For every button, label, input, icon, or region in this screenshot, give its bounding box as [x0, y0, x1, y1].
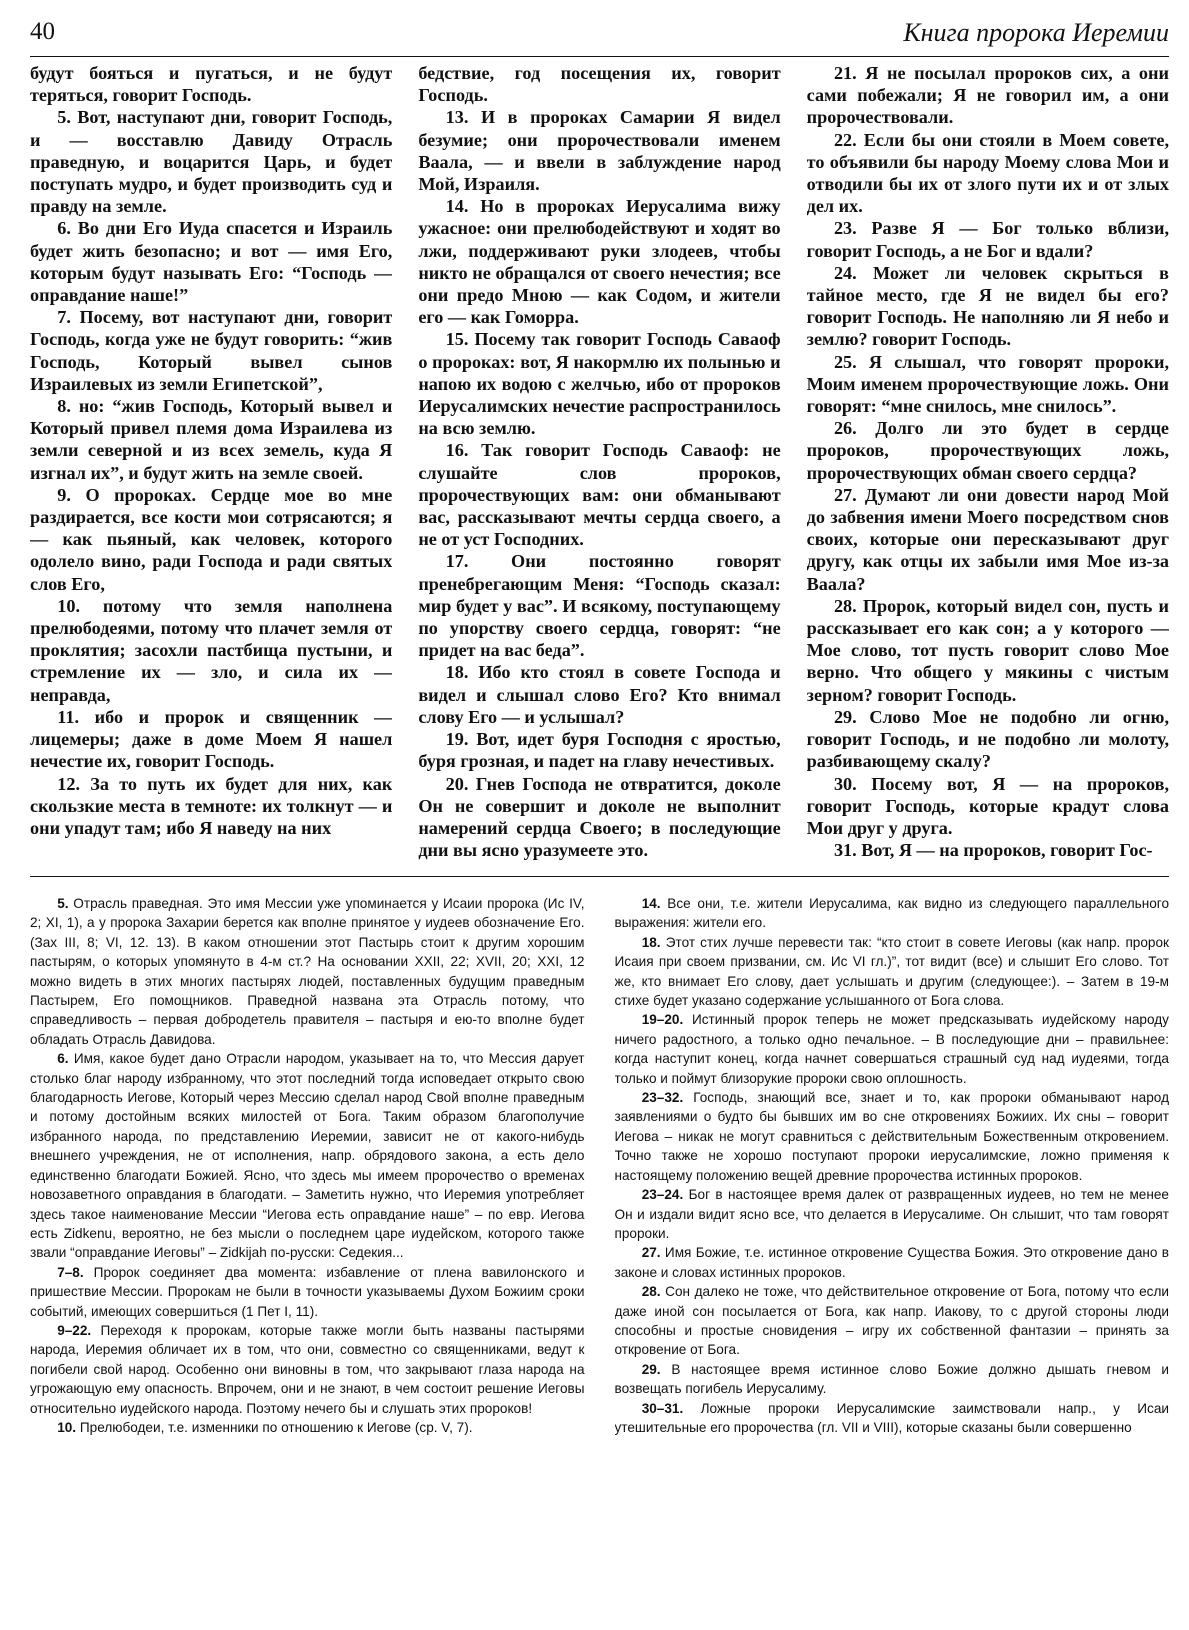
- note-ref: 14.: [641, 896, 661, 911]
- note-ref: 30–31.: [641, 1400, 684, 1416]
- note-ref: 6.: [57, 1051, 69, 1067]
- note-ref: 7–8.: [57, 1264, 84, 1280]
- verse: 11. ибо и пророк и священник — лицемеры; даже в доме Моем Я нашел нечестие их, говорит Господь.: [30, 706, 393, 772]
- note-ref: 29.: [641, 1361, 661, 1377]
- note: [30, 894, 585, 1049]
- verse: 28. Пророк, который видел сон, пусть и рассказывает его как сон; а у которого — Мое слово, тот пусть говорит слово Мое верно. Что общего у мякины с чистым зерном? говорит Господь.: [806, 595, 1169, 705]
- verse: 9. О пророках. Сердце мое во мне раздирается, все кости мои сотрясаются; я — как пьяный, как человек, которого одолело вино, ради Господа и ради святых слов Его,: [30, 484, 393, 594]
- note-text: В настоящее время истинное слово Божие должно дышать гневом и возвещать погибель Иерусалиму.: [614, 1361, 1169, 1397]
- note-text: Имя Божие, т.е. истинное откровение Существа Божия. Это откровение дано в законе и словах истинных пророков.: [614, 1245, 1169, 1280]
- running-title: Книга пророка Иеремии: [903, 18, 1169, 47]
- verse: 18. Ибо кто стоял в совете Господа и видел и слышал слово Его? Кто внимал слову Его — и услышал?: [418, 662, 781, 727]
- note-ref: 18.: [641, 934, 661, 950]
- verse: 21. Я не посылал пророков сих, а они сами побежали; Я не говорил им, а они пророчествовали.: [806, 63, 1169, 128]
- header-rule: [30, 56, 1169, 57]
- note: [615, 933, 1170, 1011]
- note-text: Имя, какое будет дано Отрасли народом, указывает на то, что Мессия дарует столько благ народу избранному, что этот последний тогда исповедает открыто свою благодарность Иегове, Который через Мессию сделал народ Свой вполне праведным и потому достойным всяких милостей от Бога. Таким образом благополучие избранного народа, по представлению Иеремии, зависит не от какого-нибудь внешнего учреждения, не от исполнения, напр. обрядового закона, а есть дело единственно благодати Божией. Ясно, что здесь мы имеем пророчество о временах новозаветного оправдания в благодати. – Заметить нужно, что Иеремия употребляет здесь такое наименование Мессии “Иегова есть оправдание наше” – по евр. Иегова есть Zidkenu, вероятно, не без мысли о последнем царе иудейском, которого также звали “оправдание Иеговы” – Zidkijah по-русски: Седекия...: [30, 1051, 585, 1261]
- verse: 30. Посему вот, Я — на пророков, говорит Господь, которые крадут слова Мои друг у друга.: [806, 773, 1169, 838]
- verse: 12. За то путь их будет для них, как скользкие места в темноте: их толкнут — и они упадут там; ибо Я наведу на них: [30, 773, 393, 838]
- verse: 13. И в пророках Самарии Я видел безумие; они пророчествовали именем Ваала, — и ввели в заблуждение народ Мой, Израиля.: [418, 107, 781, 195]
- notes-column-2: [615, 894, 1170, 1620]
- note-text: Отрасль праведная. Это имя Мессии уже упоминается у Исаии пророка (Ис IV, 2; XI, 1), а у пророка Захарии берется как вполне принятое у иудеев обозначение Его. (Зах III, 8; VI, 12. 13). В каком отношении этот Пастырь стоит к другим хорошим пастырям, о которых упомянуто в 4-м ст.? На основании XXII, 22; XVII, 20; XXI, 12 можно видеть в этих многих пастырях людей, поставленных будущим праведным Пастырем, Его помощников. Праведной названа эта Отрасль потому, что справедливость – первая добродетель правителя – пастыря и ею-то вполне будет обладать Отрасль Давидова.: [30, 896, 585, 1047]
- text-column-1: [30, 62, 392, 900]
- verse: 19. Вот, идет буря Господня с яростью, буря грозная, и падет на главу нечестивых.: [418, 729, 781, 772]
- note-ref: 10.: [57, 1419, 77, 1435]
- verse: 25. Я слышал, что говорят пророки, Моим именем пророчествующие ложь. Они говорят: “мне снилось, мне снилось”.: [806, 351, 1169, 417]
- verse: 22. Если бы они стояли в Моем совете, то объявили бы народу Моему слова Мои и отводили бы их от злого пути их и от злых дел их.: [806, 129, 1169, 217]
- verse: 16. Так говорит Господь Саваоф: не слушайте слов пророков, пророчествующих вам: они обманывают вас, рассказывают мечты сердца своего, а не от уст Господних.: [418, 440, 781, 550]
- verse: бедствие, год посещения их, говорит Господь.: [418, 63, 781, 106]
- note-text: Этот стих лучше перевести так: “кто стоит в совете Иеговы (как напр. пророк Исаия при своем призвании, см. Ис VI гл.)”, тот видит (все) и слышит Его слово. Тот же, кто внимает Его слову, дает услышать и другим (следующее:). – Затем в 19-м стихе будет указано содержание услышанного от Бога слова.: [614, 934, 1169, 1009]
- note-text: Сон далеко не тоже, что действительное откровение от Бога, потому что если даже иной сон посылается от Бога, как напр. Иакову, то с другой стороны люди способны и простые сновидения – игру их собственной фантазии – принять за откровение от Бога.: [614, 1284, 1169, 1358]
- text-column-2: [418, 62, 780, 900]
- note-text: Господь, знающий все, знает и то, как пророки обманывают народ заявлениями о будто бы бывших им во сне откровениях Божиих. Их сны – говорит Иегова – никак не могут сравниться с действительным Божественным откровением. Точно также не хорошо поступают пророки иерусалимские, ложно применяя к настоящему положению вещей древние пророчества истинных пророков.: [614, 1090, 1169, 1183]
- note: [615, 1243, 1170, 1282]
- note-ref: 19–20.: [641, 1012, 684, 1028]
- verse: 7. Посему, вот наступают дни, говорит Господь, когда уже не будут говорить: “жив Господь, Который вывел сынов Израилевых из земли Египетской”,: [30, 307, 393, 394]
- note: [615, 1282, 1170, 1360]
- note: [30, 1321, 585, 1418]
- verse: 5. Вот, наступают дни, говорит Господь, и — восставлю Давиду Отрасль праведную, и воцарится Царь, и будет поступать мудро, и будет производить суд и правду на земле.: [30, 107, 393, 217]
- note-text: Переходя к пророкам, которые также могли быть названы пастырями народа, Иеремия обличает их в том, что они, совместно со священниками, ведут к погибели свой народ. Особенно они виновны в том, что закрывают глаза народа на угрожающую ему опасность. Впрочем, они и не знают, в чем состоит решение Иеговы относительно иудейского народа. Поэтому нечего бы и слушать этих пророков!: [30, 1322, 585, 1416]
- note-ref: 5.: [57, 896, 69, 911]
- verse: 14. Но в пророках Иерусалима вижу ужасное: они прелюбодействуют и ходят во лжи, поддерживают руки злодеев, чтобы никто не обращался от своего нечестия; все они предо Мною — как Содом, и жители его — как Гоморра.: [418, 196, 781, 328]
- note: [30, 1418, 585, 1437]
- note: [615, 1088, 1170, 1185]
- verse: 31. Вот, Я — на пророков, говорит Гос-: [833, 840, 1153, 861]
- verse: 10. потому что земля наполнена прелюбодеями, потому что плачет земля от проклятия; засохли пастбища пустыни, и стремление их — зло, и сила их — неправда,: [30, 595, 393, 705]
- note: [615, 1399, 1170, 1438]
- note: [615, 1185, 1170, 1243]
- note: [615, 894, 1170, 933]
- note-ref: 28.: [641, 1284, 661, 1300]
- verse: 24. Может ли человек скрыться в тайное место, где Я не видел бы его? говорит Господь. Не наполняю ли Я небо и землю? говорит Господь.: [806, 262, 1169, 350]
- verse: будут бояться и пугаться, и не будут теряться, говорит Господь.: [30, 63, 393, 106]
- notes-column-1: [30, 894, 585, 1620]
- text-column-3: [807, 62, 1169, 900]
- note-text: Истинный пророк теперь не может предсказывать иудейскому народу ничего радостного, а только одно печальное. – В последующие дни – правильнее: когда наступит конец, когда начнет совершаться страшный суд над иудеями, тогда только и поймут близорукие пророки свою оплошность.: [614, 1012, 1169, 1086]
- verse: 15. Посему так говорит Господь Саваоф о пророках: вот, Я накормлю их полынью и напою их водою с желчью, ибо от пророков Иерусалимских нечестие распространилось на всю землю.: [418, 329, 781, 439]
- note: [30, 1263, 585, 1321]
- commentary-notes: [30, 894, 1169, 1620]
- note-ref: 9–22.: [57, 1322, 92, 1338]
- verse: 17. Они постоянно говорят пренебрегающим Меня: “Господь сказал: мир будет у вас”. И всякому, поступающему по упорству своего сердца, говорят: “не придет на вас беда”.: [418, 551, 781, 661]
- verse: 6. Во дни Его Иуда спасется и Израиль будет жить безопасно; и вот — имя Его, которым будут называть Его: “Господь — оправдание наше!”: [30, 218, 393, 306]
- note-ref: 23–32.: [641, 1090, 684, 1106]
- note: [30, 1049, 585, 1262]
- verse: 27. Думают ли они довести народ Мой до забвения имени Моего посредством снов своих, которые они пересказывают друг другу, как отцы их забыли имя Мое из-за Ваала?: [806, 484, 1169, 594]
- verse: 29. Слово Мое не подобно ли огню, говорит Господь, и не подобно ли молоту, разбивающему скалу?: [806, 706, 1169, 772]
- page-number: 40: [30, 18, 55, 45]
- note-text: Ложные пророки Иерусалимские заимствовали напр., у Исаи утешительные его пророчества (гл. VII и VIII), которые сказаны были совершенно: [614, 1400, 1169, 1435]
- scripture-text: [30, 62, 1169, 900]
- note-text: Прелюбодеи, т.е. изменники по отношению к Иегове (ср. V, 7).: [79, 1419, 473, 1435]
- note-ref: 27.: [641, 1245, 661, 1261]
- note-text: Все они, т.е. жители Иерусалима, как видно из следующего параллельного выражения: жители его.: [614, 896, 1169, 931]
- note: [615, 1360, 1170, 1399]
- verse: 26. Долго ли это будет в сердце пророков, пророчествующих ложь, пророчествующих обман своего сердца?: [806, 418, 1169, 483]
- note-ref: 23–24.: [641, 1187, 684, 1203]
- note-text: Пророк соединяет два момента: избавление от плена вавилонского и пришествие Мессии. Пророкам не были в точности указываемы Духом Божиим сроки событий, имеющих совершиться (1 Пет I, 11).: [30, 1264, 585, 1319]
- notes-separator: [30, 876, 1169, 877]
- verse: 8. но: “жив Господь, Который вывел и Который привел племя дома Израилева из земли северной и из всех земель, куда Я изгнал их”, и будут жить на земле своей.: [30, 396, 393, 483]
- verse: 23. Разве Я — Бог только вблизи, говорит Господь, а не Бог и вдали?: [806, 218, 1169, 261]
- verse: 20. Гнев Господа не отвратится, доколе Он не совершит и доколе не выполнит намерений сердца Своего; в последующие дни вы ясно уразумеете это.: [418, 773, 781, 861]
- note: [615, 1010, 1170, 1088]
- page-header: [30, 18, 1169, 54]
- note-text: Бог в настоящее время далек от развращенных иудеев, но тем не менее Он и издали видит ясно все, что делается в Иерусалиме. Он слышит, что там говорят пророки.: [614, 1187, 1169, 1241]
